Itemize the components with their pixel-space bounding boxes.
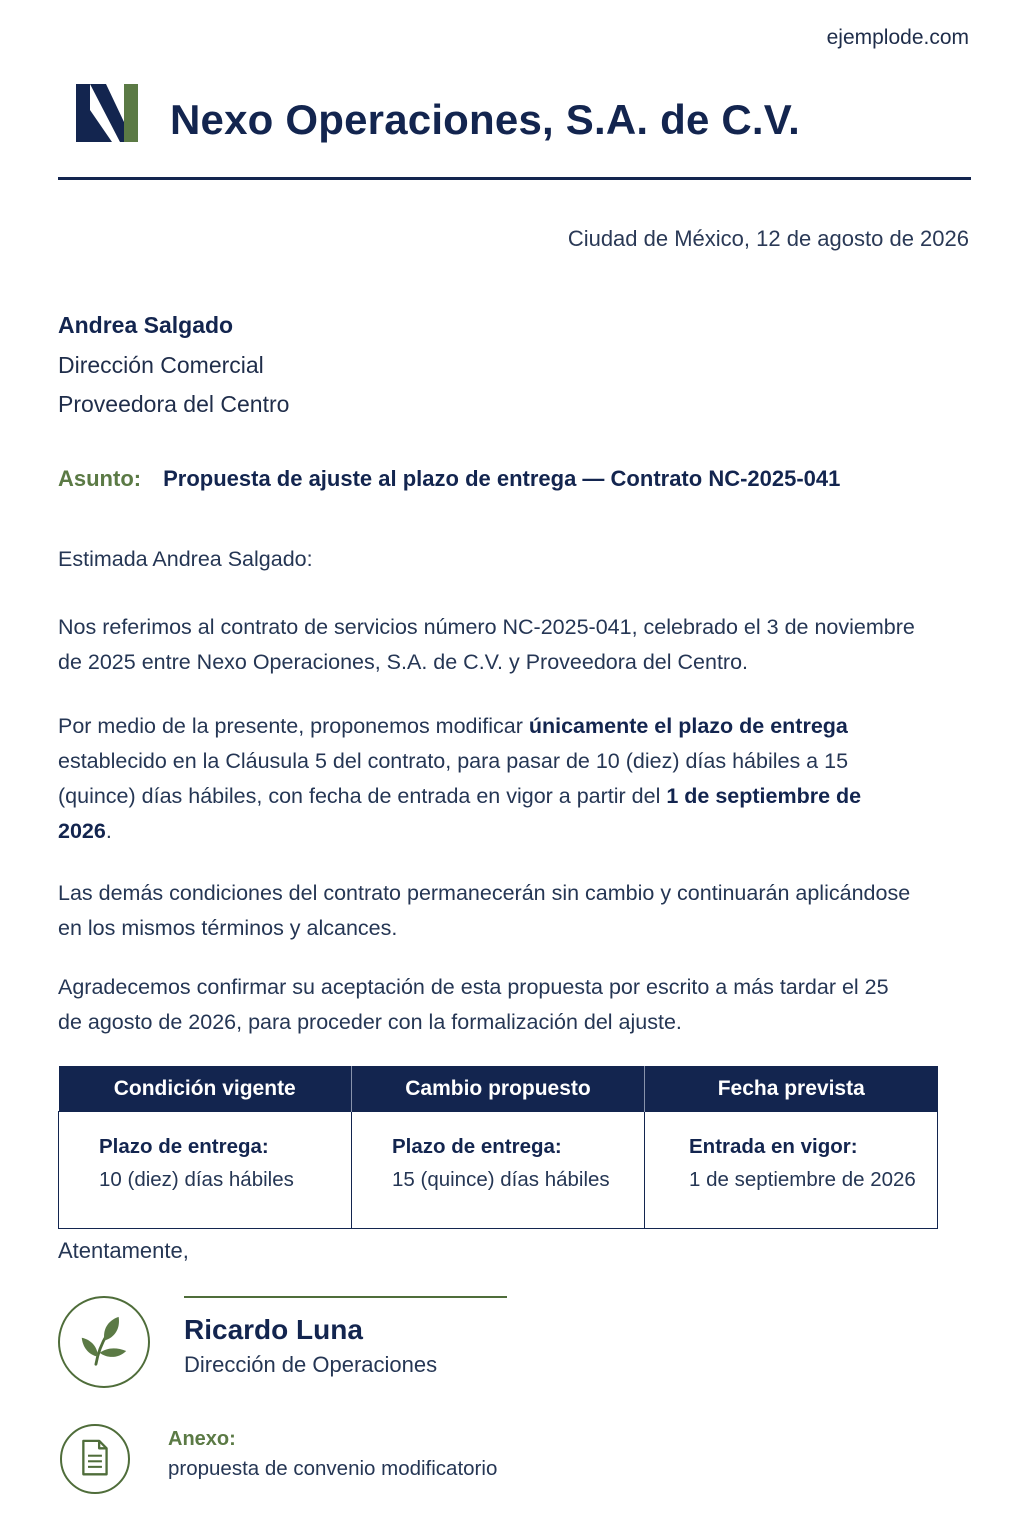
subject-line — [58, 466, 840, 492]
proposal-text-2: establecido en la Cláusula 5 del contrato, para pasar de 10 (diez) días hábiles a 15 (quince) días hábiles, con fecha de entrada en vigor a partir del — [58, 749, 849, 808]
cell-value: 10 (diez) días hábiles — [99, 1168, 294, 1191]
paragraph-contract-reference: Nos referimos al contrato de servicios número NC-2025-041, celebrado el 3 de noviembre de 2025 entre Nexo Operaciones, S.A. de C.V. y Proveedora del Centro. — [58, 615, 915, 674]
n-monogram-logo-icon — [76, 82, 140, 144]
table-header: Fecha prevista — [645, 1066, 938, 1112]
recipient-company: Proveedora del Centro — [58, 391, 290, 417]
leaf-icon — [58, 1296, 150, 1388]
salutation: Estimada Andrea Salgado: — [58, 547, 313, 571]
cell-label: Entrada en vigor: — [689, 1135, 858, 1158]
cell-value: 1 de septiembre de 2026 — [689, 1168, 916, 1191]
recipient-department: Dirección Comercial — [58, 351, 264, 378]
cell-value: 15 (quince) días hábiles — [392, 1168, 610, 1191]
proposal-emphasis-date: 1 de septiembre de 2026 — [58, 784, 862, 843]
table-header: Cambio propuesto — [352, 1066, 645, 1112]
cell-label: Plazo de entrega: — [99, 1135, 269, 1158]
document-icon — [60, 1424, 130, 1494]
subject-label: Asunto: — [58, 466, 142, 491]
signature-line — [184, 1296, 507, 1298]
signer-role: Dirección de Operaciones — [184, 1352, 438, 1377]
proposal-emphasis-scope: únicamente el plazo de entrega — [528, 714, 848, 738]
table-row — [59, 1112, 938, 1229]
annex-label: Anexo: — [168, 1428, 236, 1450]
paragraph-confirmation-request: Agradecemos confirmar su aceptación de esta propuesta por escrito a más tardar el 25 de agosto de 2026, para proceder con la formalización del ajuste. — [58, 975, 889, 1034]
table-cell-proposed — [352, 1112, 645, 1229]
signer-block — [184, 1314, 437, 1378]
annex-block — [168, 1428, 497, 1481]
table-header-row — [59, 1066, 938, 1112]
annex-text: propuesta de convenio modificatorio — [168, 1457, 498, 1480]
table-cell-current — [59, 1112, 352, 1229]
recipient-block — [58, 306, 289, 425]
recipient-name: Andrea Salgado — [58, 312, 234, 338]
closing: Atentamente, — [58, 1238, 189, 1263]
website-link[interactable]: ejemplode.com — [826, 26, 969, 49]
cell-label: Plazo de entrega: — [392, 1135, 562, 1158]
proposal-text-3: . — [105, 819, 112, 843]
terms-comparison-table — [58, 1066, 938, 1229]
company-name: Nexo Operaciones, S.A. de C.V. — [170, 96, 801, 143]
signer-name: Ricardo Luna — [184, 1314, 363, 1345]
letterhead — [76, 82, 976, 162]
letter-date: Ciudad de México, 12 de agosto de 2026 — [567, 226, 969, 251]
subject-text: Propuesta de ajuste al plazo de entrega — Contrato NC-2025-041 — [163, 466, 841, 491]
table-header: Condición vigente — [59, 1066, 352, 1112]
header-divider — [58, 177, 971, 180]
paragraph-other-conditions: Las demás condiciones del contrato permanecerán sin cambio y continuarán aplicándose en los mismos términos y alcances. — [58, 881, 911, 940]
proposal-text-1: Por medio de la presente, proponemos modificar — [58, 714, 529, 738]
paragraph-proposal — [58, 709, 918, 849]
table-cell-date — [645, 1112, 938, 1229]
